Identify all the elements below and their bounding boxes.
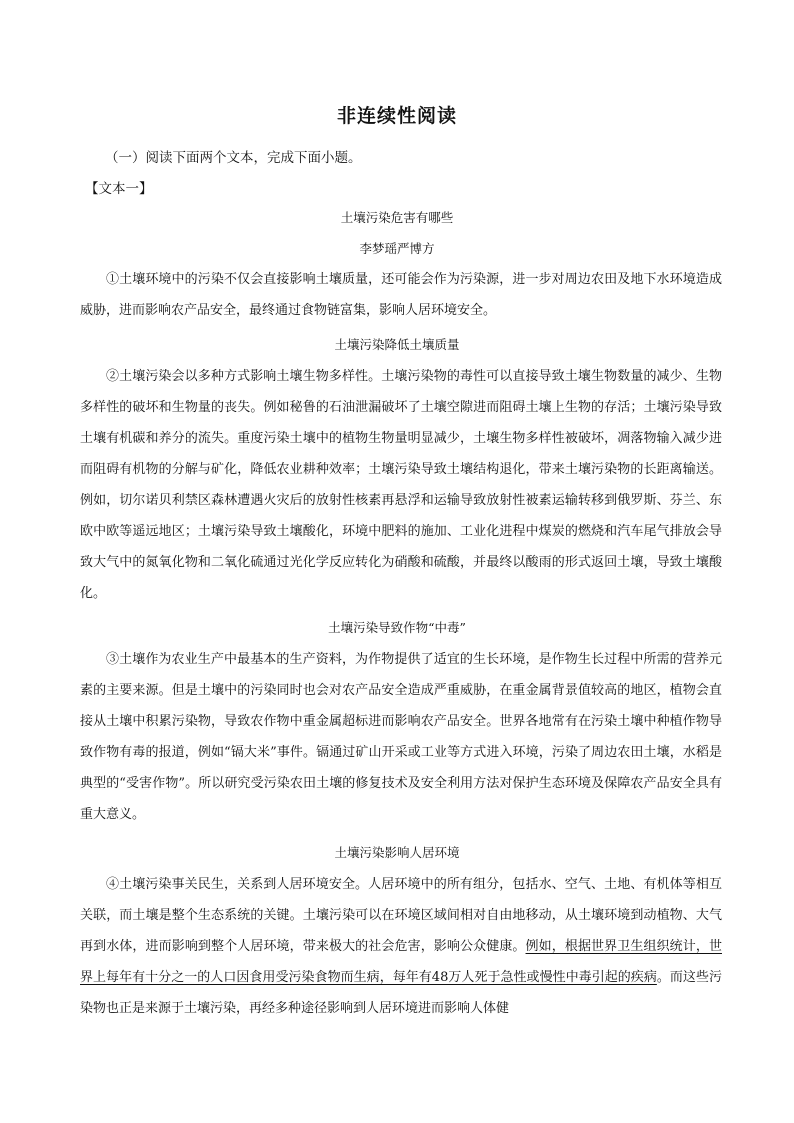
section-label: 【文本一】 xyxy=(85,181,153,197)
paragraph-4-text-end: 。而这些污染物也正是来源于土壤污染，再经多种途径影响到人居环境进而影响人体健 xyxy=(80,970,722,1016)
subheading-soil-quality: 土壤污染降低土壤质量 xyxy=(334,337,460,352)
paragraph-4-underlined-example: 例如，根据世界卫生组织统计，世界上每年有十分之一的人口因食用受污染食物而生病，每年有48万人死于急性或慢性中毒引起的疾病 xyxy=(80,939,722,985)
paragraph-2: ②土壤污染会以多种方式影响土壤生物多样性。土壤污染物的毒性可以直接导致土壤生物数量的减少、生物多样性的破坏和生物量的丧失。例如秘鲁的石油泄漏破坏了土壤空隙进而阻碍土壤上生物的存活；土壤污染导致土壤有机碳和养分的流失。重度污染土壤中的植物生物量明显减少，土壤生物多样性被破坏，凋落物输入减少进而阻碍有机物的分解与矿化，降低农业耕种效率；土壤污染导致土壤结构退化，带来土壤污染物的长距离输送。例如，切尔诺贝利禁区森林遭遇火灾后的放射性核素再悬浮和运输导致放射性被素运输转移到俄罗斯、芬兰、东欧中欧等遥远地区；土壤污染导致土壤酸化，环境中肥料的施加、工业化进程中煤炭的燃烧和汽车尾气排放会导致大气中的氮氧化物和二氧化硫通过光化学反应转化为硝酸和硫酸，并最终以酸雨的形式返回土壤，导致土壤酸化。 xyxy=(80,369,722,601)
paragraph-4 xyxy=(80,869,722,1024)
paragraph-4-text-start: ④土壤污染事关民生，关系到人居环境安全。人居环境中的所有组分，包括水、空气、土地、有机体等相互关联，而土壤是整个生态系统的关键。土壤污染可以在环境区域间相对自由地移动，从土壤环境到动植物、大气再到水体，进而影响到整个人居环境，带来极大的社会危害，影响公众健康。 xyxy=(80,877,722,954)
subheading-living-environment: 土壤污染影响人居环境 xyxy=(334,845,460,860)
paragraph-3: ③土壤作为农业生产中最基本的生产资料，为作物提供了适宜的生长环境，是作物生长过程中所需的营养元素的主要来源。但是土壤中的污染同时也会对农产品安全造成严重威胁，在重金属背景值较高的地区，植物会直接从土壤中积累污染物，导致农作物中重金属超标进而影响农产品安全。世界各地常有在污染土壤中种植作物导致作物有毒的报道，例如“镉大米”事件。镉通过矿山开采或工业等方式进入环境，污染了周边农田土壤，水稻是典型的“受害作物”。所以研究受污染农田土壤的修复技术及安全利用方法对保护生态环境及保障农产品安全具有重大意义。 xyxy=(80,652,722,822)
article-authors: 李梦瑶严博方 xyxy=(359,241,435,256)
article-title: 土壤污染危害有哪些 xyxy=(340,210,454,225)
page-title: 非连续性阅读 xyxy=(336,105,457,127)
reading-instruction: （一）阅读下面两个文本，完成下面小题。 xyxy=(105,150,362,166)
subheading-crop-poisoning: 土壤污染导致作物“中毒” xyxy=(328,620,466,635)
paragraph-1: ①土壤环境中的污染不仅会直接影响土壤质量，还可能会作为污染源，进一步对周边农田及地下水环境造成威胁，进而影响农产品安全，最终通过食物链富集，影响人居环境安全。 xyxy=(80,272,722,318)
